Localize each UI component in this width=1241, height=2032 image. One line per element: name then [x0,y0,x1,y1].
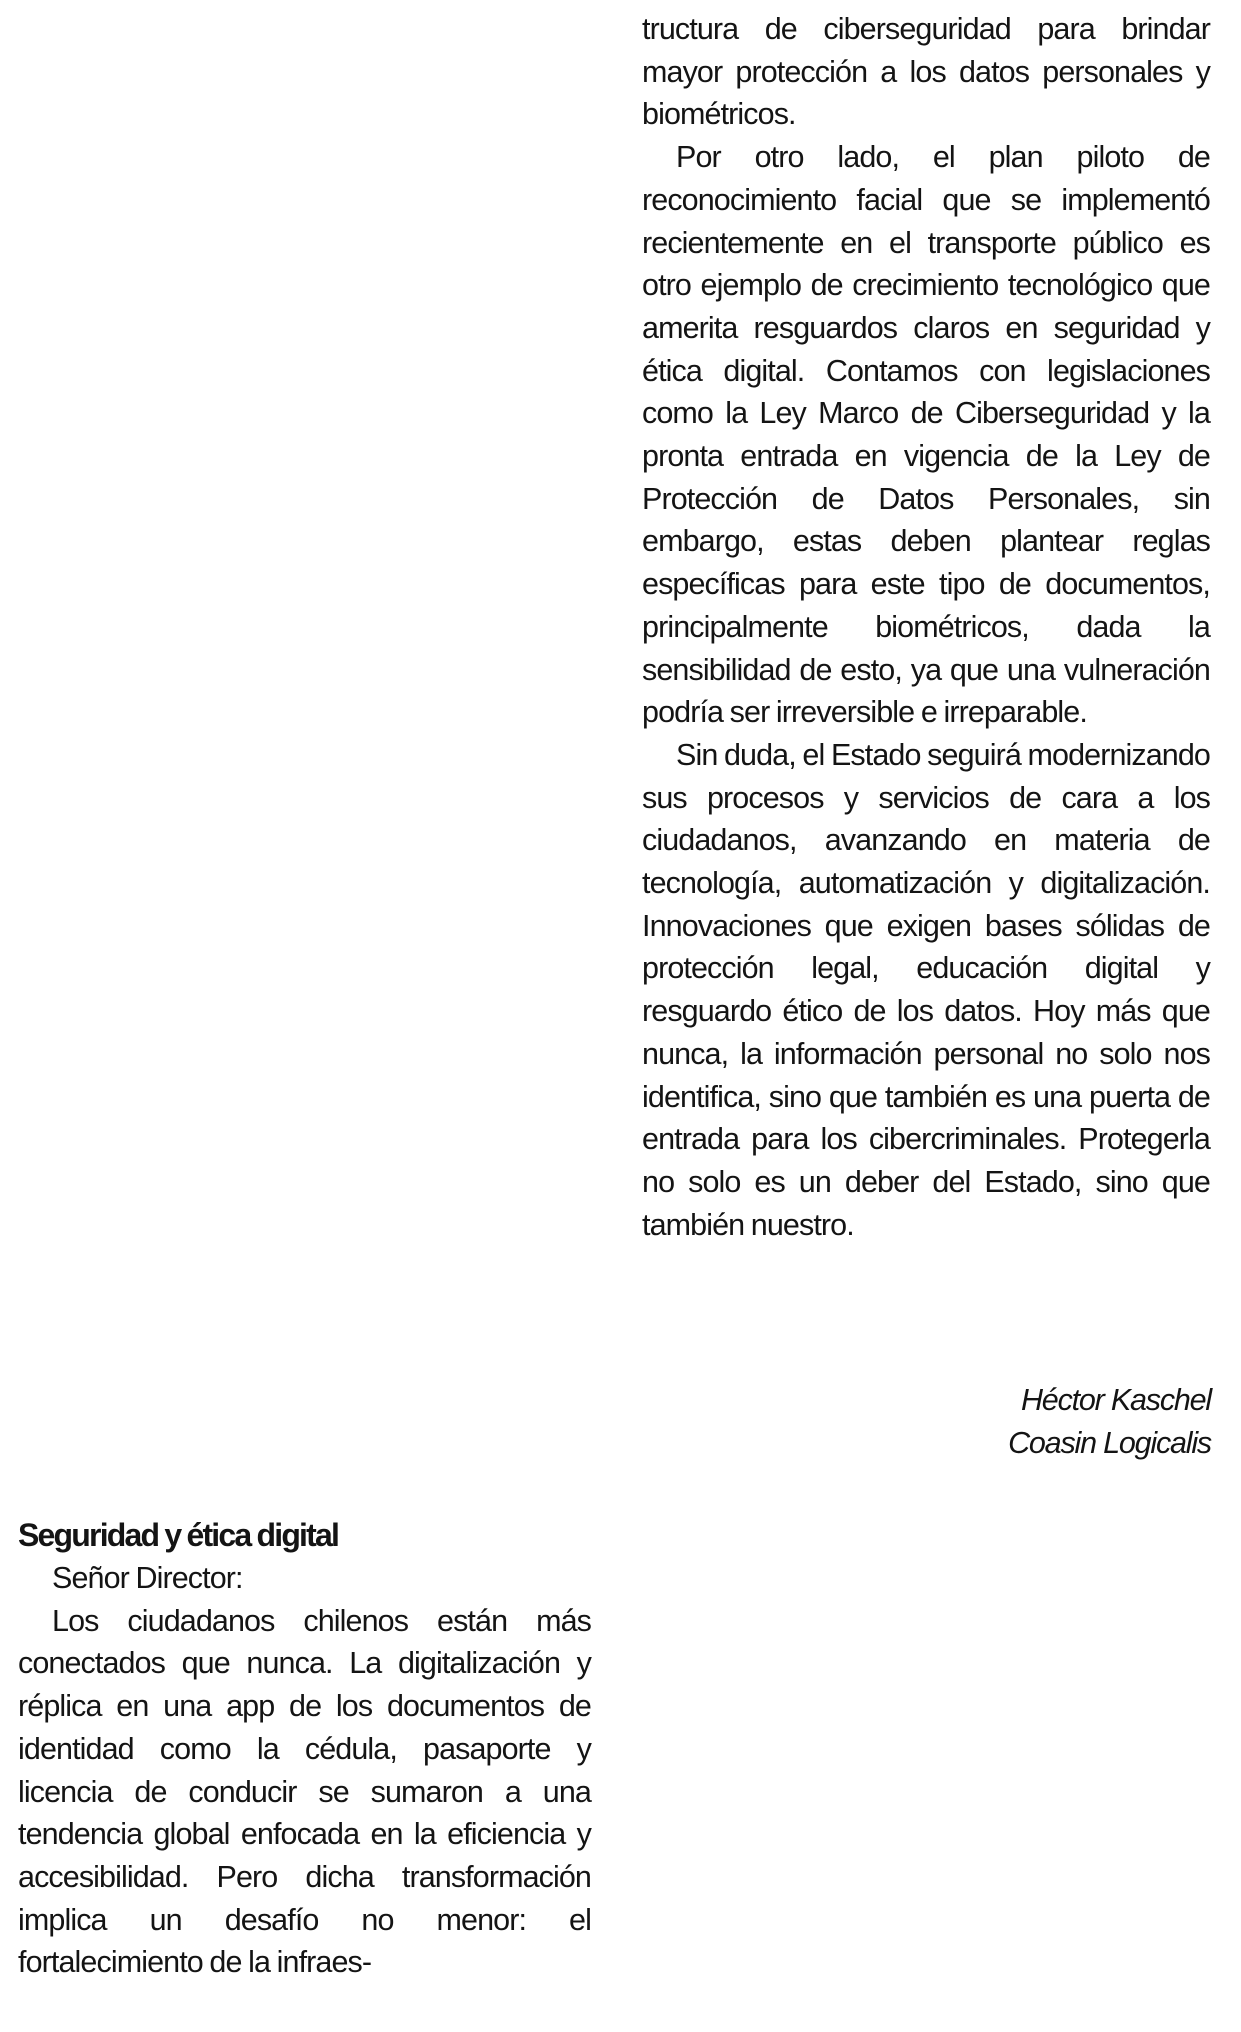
author-name: Héctor Kaschel [1020,1383,1211,1417]
letter-opening-paragraph: Los ciudadanos chilenos están más conectados que nunca. La digitalización y réplica en una app de los documentos de identidad como la cédula, pasaporte y licencia de conducir se sumaron a una tendencia global enfocada en la eficiencia y accesibilidad. Pero dicha transformación implica un desafío no menor: el fortalecimiento de la infraes- [18,1603,591,1980]
article-paragraph-1: tructura de ciberseguridad para brindar mayor protección a los datos personales y biométricos. [642,12,1210,132]
author-organization: Coasin Logicalis [1008,1425,1211,1460]
article-paragraph-2: Por otro lado, el plan piloto de reconocimiento facial que se implementó recientemente en el transporte público es otro ejemplo de crecimiento tecnológico que amerita resguardos claros en seguridad y ética digital. Contamos con legislaciones como la Ley Marco de Ciberseguridad y la pronta entrada en vigencia de la Ley de Protección de Datos Personales, sin embargo, estas deben plantear reglas específicas para este tipo de documentos, principalmente biométricos, dada la sensibilidad de esto, ya que una vulneración podría ser irreversible e irreparable. [642,140,1210,730]
article-continuation-column [642,8,1210,1246]
letter-salutation: Señor Director: [52,1561,243,1595]
article-start-column [18,1513,591,1984]
letter-signature [1008,1379,1211,1464]
letter-headline: Seguridad y ética digital [18,1517,339,1553]
article-paragraph-3: Sin duda, el Estado seguirá modernizando sus procesos y servicios de cara a los ciudadanos, avanzando en materia de tecnología, automatización y digitalización. Innovaciones que exigen bases sólidas de protección legal, educación digital y resguardo ético de los datos. Hoy más que nunca, la información personal no solo nos identifica, sino que también es una puerta de entrada para los cibercriminales. Protegerla no solo es un deber del Estado, sino que también nuestro. [642,737,1210,1242]
